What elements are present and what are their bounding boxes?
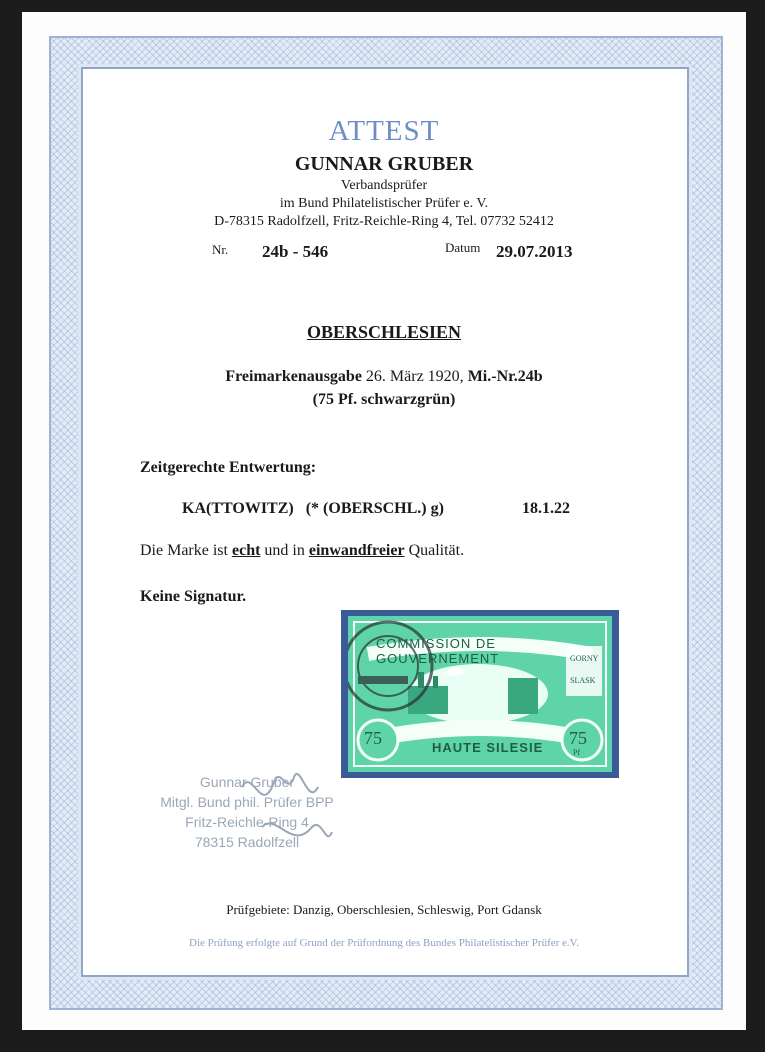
nr-value: 24b - 546	[262, 242, 329, 261]
issue-bold: Freimarkenausgabe	[225, 368, 362, 385]
verdict-part-3: Qualität.	[408, 542, 465, 559]
stamp-bottom-text: HAUTE SILESIE	[432, 740, 544, 755]
issue-line	[22, 368, 746, 386]
issue-description: (75 Pf. schwarzgrün)	[312, 391, 456, 408]
examination-areas: Prüfgebiete: Danzig, Oberschlesien, Schleswig, Port Gdansk	[226, 902, 542, 917]
stamp-side-2: SLASK	[570, 676, 596, 685]
stamp-value-left: 75	[364, 728, 382, 748]
handstamp-line-1: Gunnar Gruber	[199, 774, 295, 790]
postage-stamp	[341, 610, 619, 778]
stamp-value-right: 75	[569, 728, 587, 748]
examiner-address: D-78315 Radolfzell, Fritz-Reichle-Ring 4, Tel. 07732 52412	[214, 214, 554, 229]
handwritten-signature	[222, 757, 342, 867]
certificate-sheet	[22, 12, 746, 1030]
stamp-top-text: COMMISSION DE GOUVERNEMENT	[376, 636, 500, 666]
region-heading: OBERSCHLESIEN	[306, 322, 462, 342]
cancel-text: KA(TTOWITZ) (* (OBERSCHL.) g)	[182, 500, 444, 517]
verdict-part-1: Die Marke ist	[140, 542, 228, 559]
examiner-name: GUNNAR GRUBER	[294, 153, 474, 175]
signature-note: Keine Signatur.	[140, 588, 247, 605]
examination-note: Die Prüfung erfolgte auf Grund der Prüfordnung des Bundes Philatelistischer Prüfer e.V.	[189, 937, 579, 949]
cancel-date: 18.1.22	[522, 500, 570, 517]
issue-number: Mi.-Nr.24b	[467, 368, 543, 385]
issue-date: 26. März 1920,	[365, 368, 464, 385]
cancel-heading: Zeitgerechte Entwertung:	[140, 459, 317, 476]
date-value: 29.07.2013	[496, 242, 573, 261]
handstamp-line-4: 78315 Radolfzell	[194, 834, 300, 850]
verdict-echt: echt	[231, 542, 261, 559]
attest-title: ATTEST	[328, 115, 440, 147]
stamp-unit: Pf	[573, 748, 581, 757]
nr-label: Nr.	[212, 242, 229, 257]
verdict-part-2: und in	[264, 542, 305, 559]
verdict-line	[140, 542, 464, 560]
stamp-side-1: GORNY	[570, 654, 599, 663]
date-label: Datum	[445, 240, 481, 255]
stamp-design	[348, 616, 612, 772]
handstamp-line-3: Fritz-Reichle-Ring 4	[185, 814, 309, 830]
examiner-association: im Bund Philatelistischer Prüfer e. V.	[279, 196, 489, 211]
handstamp-line-2: Mitgl. Bund phil. Prüfer BPP	[160, 794, 334, 810]
examiner-role: Verbandsprüfer	[340, 178, 428, 193]
verdict-quality: einwandfreier	[308, 542, 405, 559]
